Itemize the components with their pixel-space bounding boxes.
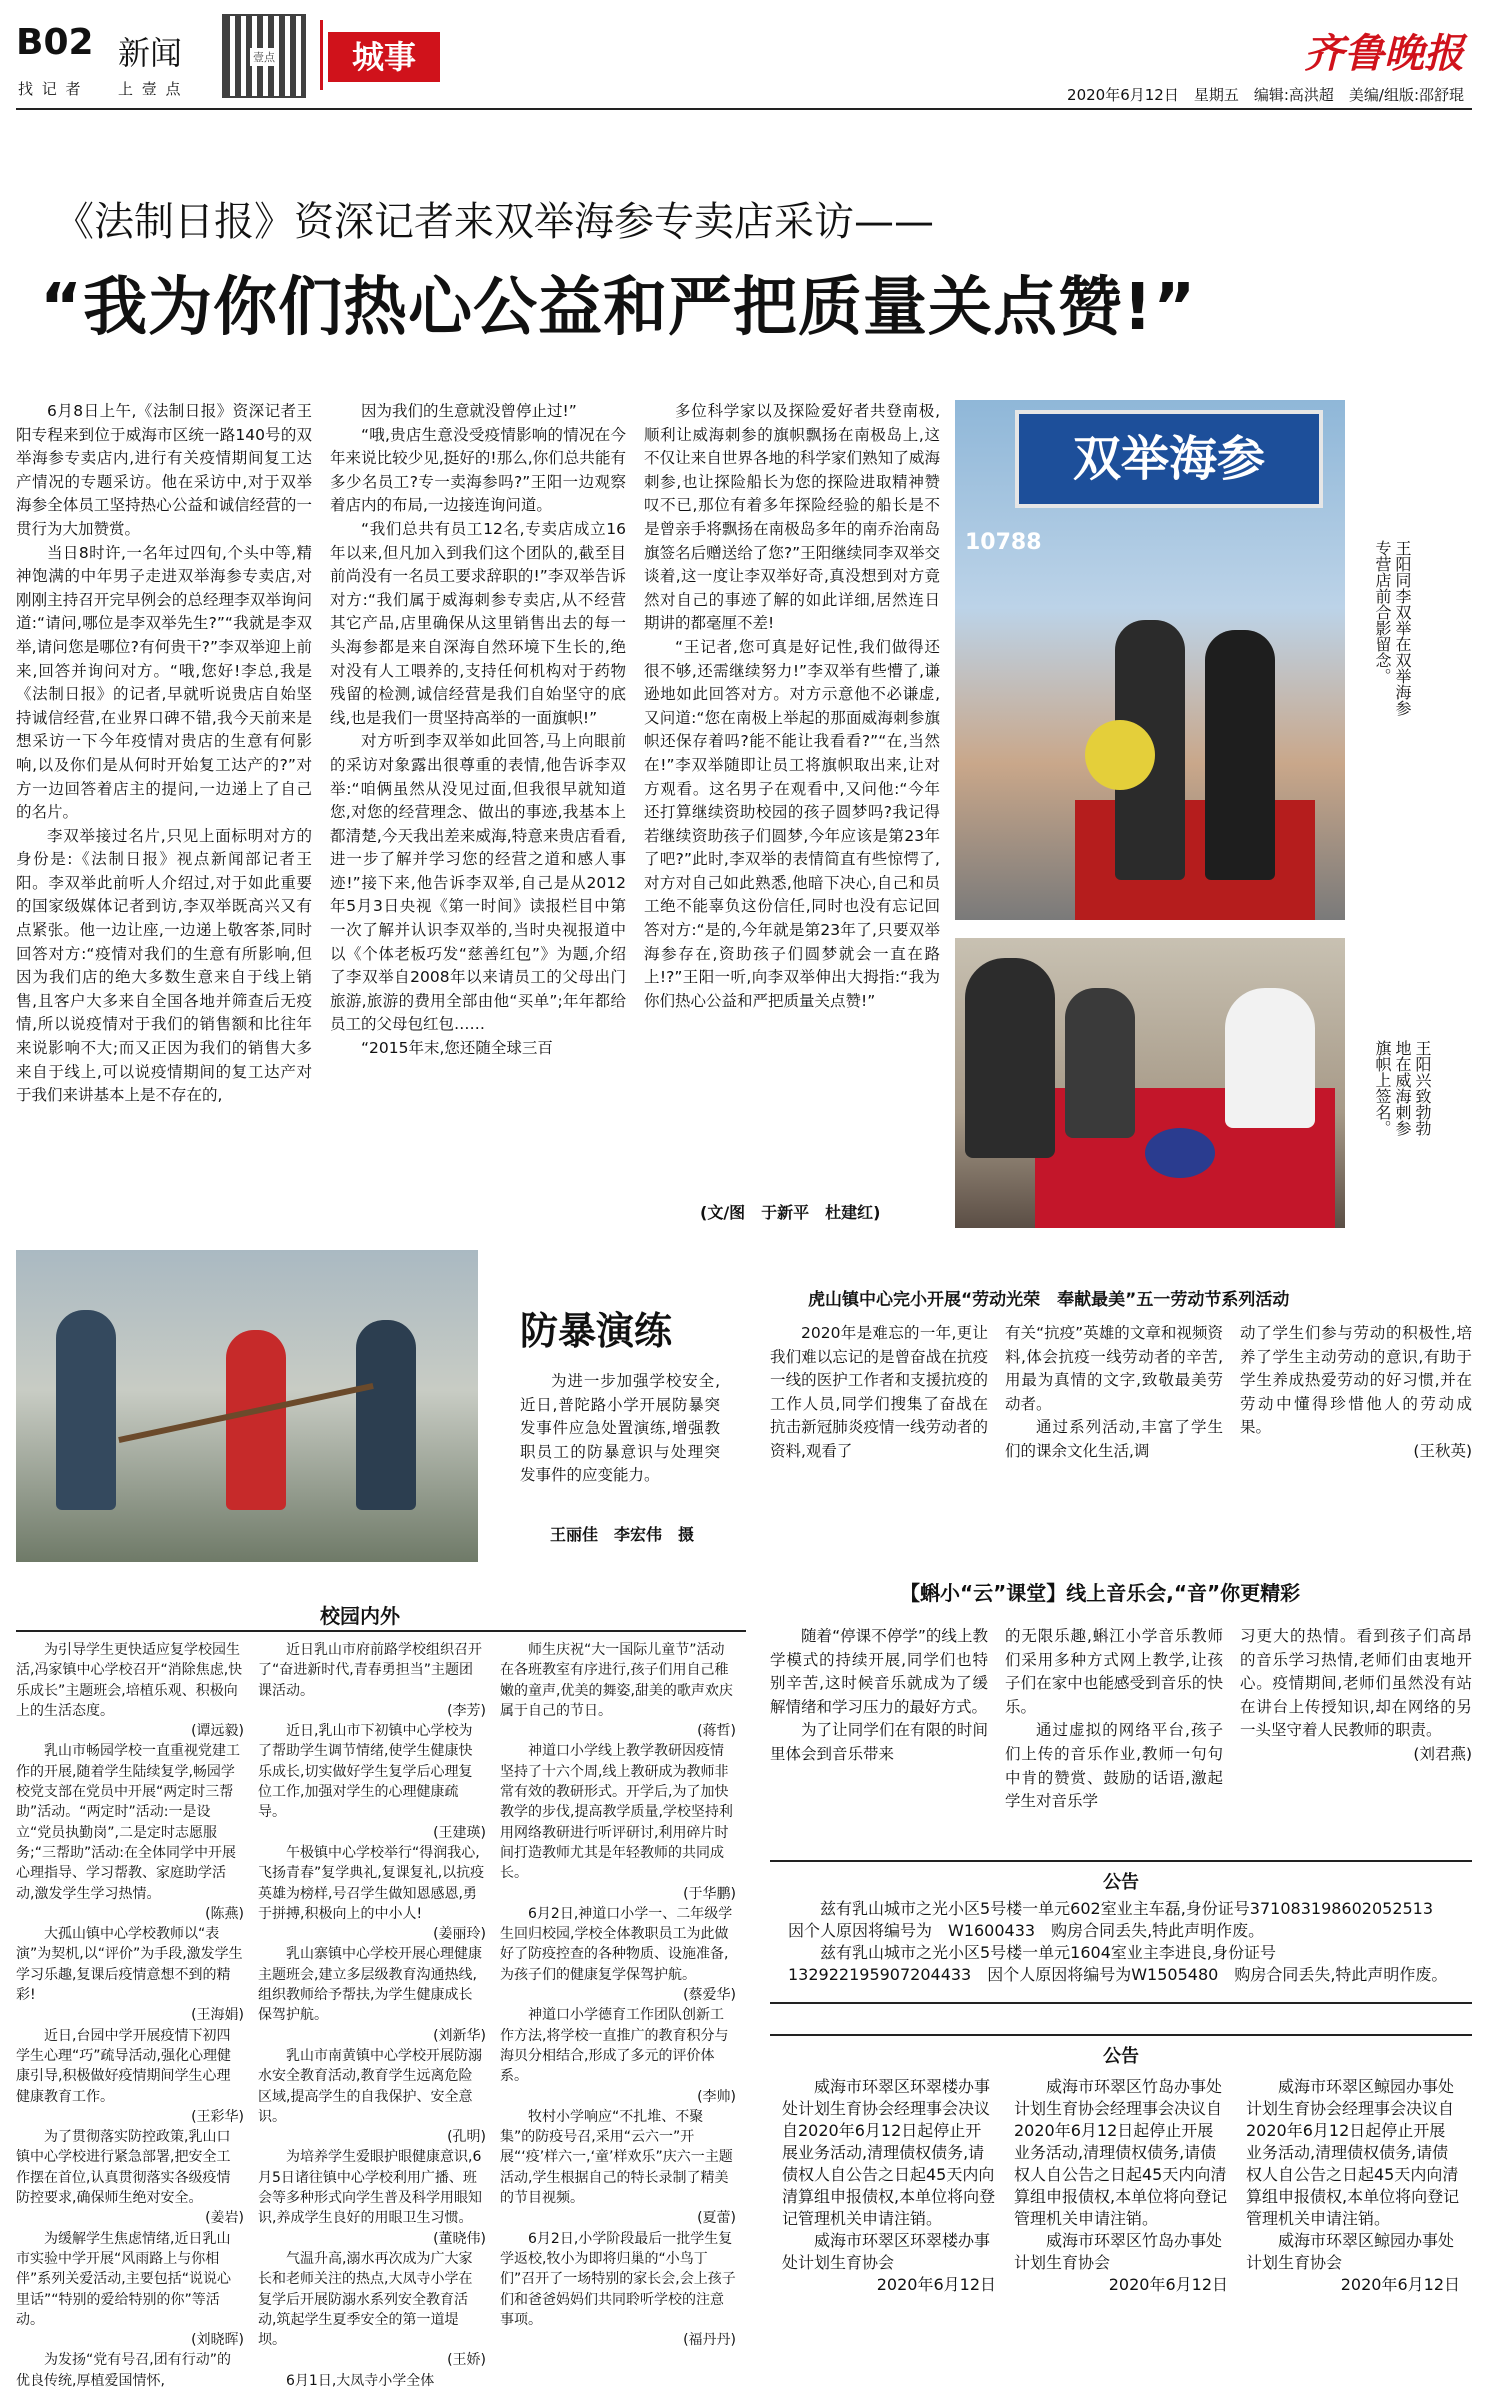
campus-item-signature: (王建瑛)	[433, 1824, 486, 1841]
campus-item: 神道口小学德育工作团队创新工作方法,将学校一直推广的教育积分与海贝分相结合,形成了多元的评价体系。	[500, 2007, 729, 2085]
music-col-3	[1240, 1625, 1472, 1767]
campus-item: 乳山市南黄镇中心学校开展防溺水安全教育活动,教育学生远离危险区域,提高学生的自我保护、安全意识。	[258, 2047, 482, 2125]
shop-sign	[1015, 410, 1323, 508]
campus-item: 牧村小学响应“不扎堆、不聚集”的防疫号召,采用“云六一”开展“‘疫’样六一,‘童’样欢乐”庆六一主题活动,学生根据自己的特长录制了精美的节目视频。	[500, 2108, 733, 2207]
notice-col	[1014, 2076, 1228, 2296]
campus-item: 乳山市畅园学校一直重视党建工作的开展,随着学生陆续复学,畅园学校党支部在党员中开展“两定时三帮助”活动。“两定时”活动:一是设立“党员执勤岗”,二是定时志愿服务;“三帮助”活动:在全体同学中开展心理指导、学习帮教、家庭助学活动,激发学生学习热情。	[16, 1743, 240, 1902]
column-tab-line	[320, 20, 323, 90]
signature: (刘君燕)	[1413, 1744, 1472, 1763]
photo-group-portrait	[955, 400, 1345, 920]
person-figure	[56, 1310, 116, 1510]
notice-col	[782, 2076, 996, 2296]
campus-item: 师生庆祝“大一国际儿童节”活动在各班教室有序进行,孩子们用自己稚嫩的童声,优美的舞姿,甜美的歌声欢庆属于自己的节日。	[500, 1642, 733, 1719]
campus-item-signature: (谭远毅)	[191, 1723, 244, 1740]
campus-item-signature: (福丹丹)	[683, 2332, 736, 2349]
music-title: 【蝌小“云”课堂】线上音乐会,“音”你更精彩	[900, 1581, 1301, 1605]
campus-item: 为引导学生更快适应复学校园生活,冯家镇中心学校召开“消除焦虑,快乐成长”主题班会,培植乐观、积极向上的生活态度。	[16, 1642, 243, 1719]
notice-org: 威海市环翠区竹岛办事处计划生育协会	[1014, 2231, 1223, 2272]
paragraph: “哦,贵店生意没受疫情影响的情况在今年来说比较少见,挺好的!那么,你们总共能有多少名员工?专一卖海参吗?”王阳一边观察着店内的布局,一边接连询问道。	[330, 425, 626, 515]
notice-paragraph: 兹有乳山城市之光小区5号楼一单元602室业主车磊,身份证号371083198602052513 因个人原因将编号为 W1600433 购房合同丢失,特此声明作废。	[788, 1899, 1450, 1940]
notice-org: 威海市环翠区环翠楼办事处计划生育协会	[782, 2231, 991, 2272]
notice-title: 公告	[1103, 1872, 1139, 1893]
paragraph: 通过虚拟的网络平台,孩子们上传的音乐作业,教师一句句中肯的赞赏、鼓励的话语,激起学生对音乐学	[1005, 1721, 1223, 1811]
campus-item: 午极镇中心学校举行“得润我心,飞扬青春”复学典礼,复课复礼,以抗疫英雄为榜样,号召学生做知恩感恩,勇于拼搏,积极向上的中小人!	[258, 1844, 485, 1922]
notice-body: 威海市环翠区环翠楼办事处计划生育协会经理事会决议自2020年6月12日起停止开展业务活动,清理债权债务,请债权人自公告之日起45天内向清算组申报债权,本单位将向登记管理机关申请注销。	[782, 2077, 996, 2228]
paragraph: 动了学生们参与劳动的积极性,培养了学生主动劳动的意识,有助于学生养成热爱劳动的好习惯,并在劳动中懂得珍惜他人的劳动成果。	[1240, 1324, 1472, 1437]
campus-item: 为发扬“党有号召,团有行动”的优良传统,厚植爱国情怀,	[16, 2352, 231, 2389]
notice-box-1	[770, 1860, 1472, 2004]
campus-item-signature: (于华鹏)	[683, 1885, 736, 1902]
labor-col-1	[770, 1322, 988, 1464]
notice-body: 威海市环翠区竹岛办事处计划生育协会经理事会决议自2020年6月12日起停止开展业务活动,清理债权债务,请债权人自公告之日起45天内向清算组申报债权,本单位将向登记管理机关申请注销。	[1014, 2077, 1228, 2228]
paragraph: 的无限乐趣,蝌江小学音乐教师们采用多种方式网上教学,让孩子们在家中也能感受到音乐的快乐。	[1005, 1627, 1223, 1716]
campus-item-signature: (刘新华)	[433, 2027, 486, 2044]
paragraph: 李双举接过名片,只见上面标明对方的身份是:《法制日报》视点新闻部记者王阳。李双举此前听人介绍过,对于如此重要的国家级媒体记者到访,李双举既高兴又有点紧张。他一边让座,一边递上敬客茶,同时回答对方:“疫情对我们的生意有所影响,但因为我们店的绝大多数生意来自于线上销售,且客户大多来自全国各地并筛查后无疫情,所以说疫情对于我们的销售额和比往年来说影响不大;而又正因为我们的销售大多来自于线上,可以说疫情期间的复工达产对于我们来讲基本上是不存在的,	[16, 826, 312, 1105]
campus-item: 近日乳山市府前路学校组织召开了“奋进新时代,青春勇担当”主题团课活动。	[258, 1642, 482, 1699]
paragraph: “2015年末,您还随全球三百	[361, 1039, 553, 1058]
qr-code-icon	[222, 14, 306, 98]
campus-title: 校园内外	[320, 1604, 400, 1628]
notice-date: 2020年6月12日	[1340, 2275, 1460, 2294]
shop-sign-text: 双举海参	[1072, 431, 1265, 487]
campus-item-signature: (夏蕾)	[697, 2210, 736, 2227]
campus-item-signature: (李帅)	[697, 2088, 736, 2105]
story-credit: (文/图 于新平 杜建红)	[700, 1203, 881, 1222]
paragraph: 为进一步加强学校安全,近日,普陀路小学开展防暴突发事件应急处置演练,增强教职员工的防暴意识与处理突发事件的应变能力。	[520, 1372, 720, 1485]
column-label: 城事	[351, 38, 416, 76]
notice-col	[1246, 2076, 1460, 2296]
campus-item: 近日,台园中学开展疫情下初四学生心理“巧”疏导活动,强化心理健康引导,积极做好疫情期间学生心理健康教育工作。	[16, 2027, 231, 2105]
campus-item-signature: (孔明)	[447, 2129, 486, 2146]
photo-caption: 王阳同李双举在双举海参专营店前合影留念。	[1373, 540, 1412, 716]
signature: (王秋英)	[1413, 1441, 1472, 1460]
labor-title: 虎山镇中心完小开展“劳动光荣 奉献最美”五一劳动节系列活动	[808, 1290, 1290, 1310]
tag-left: 找 记 者	[18, 80, 83, 98]
date-line: 2020年6月12日 星期五 编辑:高洪超 美编/组版:邵舒琨	[1067, 86, 1464, 104]
campus-item-signature: (蔡爱华)	[683, 1987, 736, 2004]
red-carpet	[1075, 800, 1315, 920]
paragraph: 对方听到李双举如此回答,马上向眼前的采访对象露出很尊重的表情,他告诉李双举:“咱俩虽然从没见过面,但我很早就知道您,对您的经营理念、做出的事迹,我基本上都清楚,今天我出差来威海,特意来贵店看看,进一步了解并学习您的经营之道和感人事迹!”接下来,他告诉李双举,自己是从2012年5月3日央视《第一时间》读报栏目中第一次了解并认识李双举的,当时央视报道中以《个体老板巧发“慈善红包”》为题,介绍了李双举自2008年以来请员工的父母出门旅游,旅游的费用全部由他“买单”;年年都给员工的父母包红包……	[330, 732, 626, 1034]
person-figure	[226, 1330, 286, 1510]
notice-box-2	[770, 2034, 1472, 2376]
headline: “我为你们热心公益和严把质量关点赞!”	[40, 271, 1197, 345]
campus-col-3	[500, 1640, 736, 2350]
photo-caption: 王阳兴致勃勃地在威海刺参旗帜上签名。	[1373, 1040, 1432, 1136]
labor-col-2	[1005, 1322, 1223, 1464]
campus-col-1	[16, 1640, 244, 2391]
kicker: 《法制日报》资深记者来双举海参专卖店采访——	[54, 199, 934, 245]
campus-item: 气温升高,溺水再次成为广大家长和老师关注的热点,大凤寺小学在复学后开展防溺水系列安全教育活动,筑起学生夏季安全的第一道堤坝。	[258, 2250, 473, 2349]
main-col-2	[330, 400, 626, 1061]
campus-item-signature: (李芳)	[447, 1702, 486, 1719]
labor-col-3	[1240, 1322, 1472, 1464]
campus-item-signature: (王海娟)	[191, 2007, 244, 2024]
qr-label: 壹点	[250, 48, 278, 66]
paragraph: 习更大的热情。看到孩子们高昂的音乐学习热情,老师们由衷地开心。疫情期间,老师们虽然没有站在讲台上传授知识,却在网络的另一头坚守着人民教师的职责。	[1240, 1627, 1472, 1740]
photo-riot-drill	[16, 1250, 478, 1562]
music-col-1	[770, 1625, 988, 1767]
campus-title-rule	[16, 1630, 746, 1632]
paragraph: “我们总共有员工12名,专卖店成立16年以来,但凡加入到我们这个团队的,截至目前尚没有一名员工要求辞职的!”李双举告诉对方:“我们属于威海刺参专卖店,从不经营其它产品,店里确保从这里销售出去的每一头海参都是来自深海自然环境下生长的,绝对没有人工喂养的,支持任何机构对于药物残留的检测,诚信经营是我们自始坚守的底线,也是我们一贯坚持高举的一面旗帜!”	[330, 519, 626, 727]
notice-body: 威海市环翠区鲸园办事处计划生育协会经理事会决议自2020年6月12日起停止开展业务活动,清理债权债务,请债权人自公告之日起45天内向清算组申报债权,本单位将向登记管理机关申请注销。	[1246, 2077, 1460, 2228]
paragraph: 6月8日上午,《法制日报》资深记者王阳专程来到位于威海市区统一路140号的双举海参专卖店内,进行有关疫情期间复工达产情况的专题采访。他在采访中,对于双举海参全体员工坚持热心公益和诚信经营的一贯行为大加赞赏。	[16, 402, 312, 538]
riot-byline: 王丽佳 李宏伟 摄	[550, 1525, 695, 1544]
person-figure	[356, 1320, 416, 1510]
photo-signing-flag	[955, 938, 1345, 1228]
paragraph: 通过系列活动,丰富了学生们的课余文化生活,调	[1005, 1418, 1223, 1460]
person-figure	[1205, 630, 1275, 880]
campus-item-signature: (陈燕)	[205, 1905, 244, 1922]
page-code	[16, 22, 94, 63]
paragraph: 当日8时许,一名年过四旬,个头中等,精神饱满的中年男子走进双举海参专卖店,对刚刚主持召开完早例会的总经理李双举询问道:“请问,哪位是李双举先生?”“我就是李双举,请问您是哪位?有何贵干?”李双举迎上前来,回答并询问对方。“哦,您好!李总,我是《法制日报》的记者,早就听说贵店自始坚持诚信经营,在业界口碑不错,我今天前来是想采访一下今年疫情对贵店的生意有何影响,以及你们是从何时开始复工达产的?”对方一边回答着店主的提问,一边递上了自己的名片。	[16, 543, 312, 822]
campus-item: 神道口小学线上教学教研因疫情坚持了十六个周,线上教研成为教师非常有效的教研形式。开学后,为了加快教学的步伐,提高教学质量,学校坚持利用网络教研进行听评研讨,利用碎片时间打造教师尤其是年轻教师的共同成长。	[500, 1743, 733, 1882]
campus-item-signature: (王彩华)	[191, 2108, 244, 2125]
tag-right: 上 壹 点	[118, 80, 183, 98]
music-col-2	[1005, 1625, 1223, 1814]
person-figure	[1225, 988, 1315, 1128]
person-figure	[965, 958, 1055, 1158]
flower-bouquet	[1085, 720, 1155, 790]
campus-item: 6月2日,小学阶段最后一批学生复学返校,牧小为即将归巢的“小鸟丁们”召开了一场特别的家长会,会上孩子们和爸爸妈妈们共同聆听学校的注意事项。	[500, 2230, 736, 2328]
page-number: B02	[16, 22, 94, 63]
paragraph: “王记者,您可真是好记性,我们做得还很不够,还需继续努力!”李双举有些懵了,谦逊地如此回答对方。对方示意他不必谦虚,又问道:“您在南极上举起的那面威海刺参旗帜还保存着吗?能不能让我看看?”“在,当然在!”李双举随即让员工将旗帜取出来,让对方观看。这名男子在观看中,又问他:“今年还打算继续资助校园的孩子圆梦吗?我记得若继续资助孩子们圆梦,今年应该是第23年了吧?”此时,李双举的表情简直有些惊愕了,对方对自己如此熟悉,他暗下决心,自己和员工绝不能辜负这份信任,同时也没有忘记回答对方:“是的,今年就是第23年了,只要双举海参存在,资助孩子们圆梦就会一直在路上!?”王阳一听,向李双举伸出大拇指:“我为你们热心公益和严把质量关点赞!”	[644, 637, 940, 1010]
campus-item: 6月2日,神道口小学一、二年级学生回归校园,学校全体教职员工为此做好了防疫控查的各种物质、设施准备,为孩子们的健康复学保驾护航。	[500, 1905, 733, 1983]
section-name: 新闻	[118, 34, 183, 72]
campus-item: 为了贯彻落实防控政策,乳山口镇中心学校进行紧急部署,把安全工作摆在首位,认真贯彻落实各级疫情防控要求,确保师生绝对安全。	[16, 2129, 231, 2207]
paragraph: 多位科学家以及探险爱好者共登南极,顺利让威海刺参的旗帜飘扬在南极岛上,这不仅让来自世界各地的科学家们熟知了威海刺参,也让探险船长为您的探险进取精神赞叹不已,那位有着多年探险经验的船长是不是曾亲手将飘扬在南极岛多年的南乔治南岛旗签名后赠送给了您?”王阳继续同李双举交谈着,这一度让李双举好奇,真没想到对方竟然对自己的事迹了解的如此详细,居然连日期讲的都毫厘不差!	[644, 402, 940, 633]
notice-date: 2020年6月12日	[1108, 2275, 1228, 2294]
riot-title: 防暴演练	[520, 1309, 673, 1353]
campus-item: 乳山寨镇中心学校开展心理健康主题班会,建立多层级教育沟通热线,组织教师给予帮扶,为学生健康成长保驾护航。	[258, 1946, 482, 2024]
riot-body	[520, 1370, 720, 1488]
notice-title: 公告	[1103, 2046, 1139, 2067]
notice-org: 威海市环翠区鲸园办事处计划生育协会	[1246, 2231, 1455, 2272]
paper-logo: 齐鲁晚报	[1304, 30, 1464, 77]
campus-item-signature: (王娇)	[447, 2352, 486, 2369]
campus-item-signature: (蒋哲)	[697, 1723, 736, 1740]
column-tab	[328, 32, 440, 82]
paragraph: 2020年是难忘的一年,更让我们难以忘记的是曾奋战在抗疫一线的医护工作者和支援抗疫的工作人员,同学们搜集了奋战在抗击新冠肺炎疫情一线劳动者的资料,观看了	[770, 1324, 988, 1460]
person-figure	[1065, 988, 1135, 1138]
paragraph: 为了让同学们在有限的时间里体会到音乐带来	[770, 1721, 988, 1763]
flag-emblem	[1145, 1128, 1215, 1178]
masthead-rule	[16, 108, 1472, 110]
campus-col-2	[258, 1640, 486, 2391]
campus-item: 为缓解学生焦虑情绪,近日乳山市实验中学开展“风雨路上与你相伴”系列关爱活动,主要包括“说说心里话”“特别的爱给特别的你”等活动。	[16, 2230, 231, 2328]
campus-item: 近日,乳山市下初镇中心学校为了帮助学生调节情绪,使学生健康快乐成长,切实做好学生复学后心理复位工作,加强对学生的心理健康疏导。	[258, 1723, 473, 1821]
campus-item-signature: (董晓伟)	[433, 2230, 486, 2247]
campus-item: 大孤山镇中心学校教师以“表演”为契机,以“评价”为手段,激发学生学习乐趣,复课后疫情意想不到的精彩!	[16, 1926, 243, 2004]
shop-phone: 10788	[965, 530, 1042, 555]
main-col-3	[644, 400, 940, 1013]
campus-item-signature: (刘晓晖)	[191, 2332, 244, 2349]
campus-item-signature: (姜丽玲)	[433, 1926, 486, 1943]
main-col-1	[16, 400, 312, 1108]
notice-date: 2020年6月12日	[876, 2275, 996, 2294]
campus-item-signature: (姜岩)	[205, 2210, 244, 2227]
campus-item: 为培养学生爱眼护眼健康意识,6月5日诸往镇中心学校利用广播、班会等多种形式向学生普及科学用眼知识,养成学生良好的用眼卫生习惯。	[258, 2149, 482, 2227]
paragraph: 因为我们的生意就没曾停止过!”	[361, 402, 577, 420]
campus-item: 6月1日,大凤寺小学全体	[286, 2372, 435, 2389]
notice-paragraph: 兹有乳山城市之光小区5号楼一单元1604室业主李进良,身份证号132922195907204433 因个人原因将编号为W1505480 购房合同丢失,特此声明作废。	[788, 1943, 1448, 1984]
paragraph: 有关“抗疫”英雄的文章和视频资料,体会抗疫一线劳动者的辛苦,用最为真情的文字,致敬最美劳动者。	[1005, 1324, 1223, 1413]
paragraph: 随着“停课不停学”的线上教学模式的持续开展,同学们也特别辛苦,这时候音乐就成为了缓解情绪和学习压力的最好方式。	[770, 1627, 988, 1716]
